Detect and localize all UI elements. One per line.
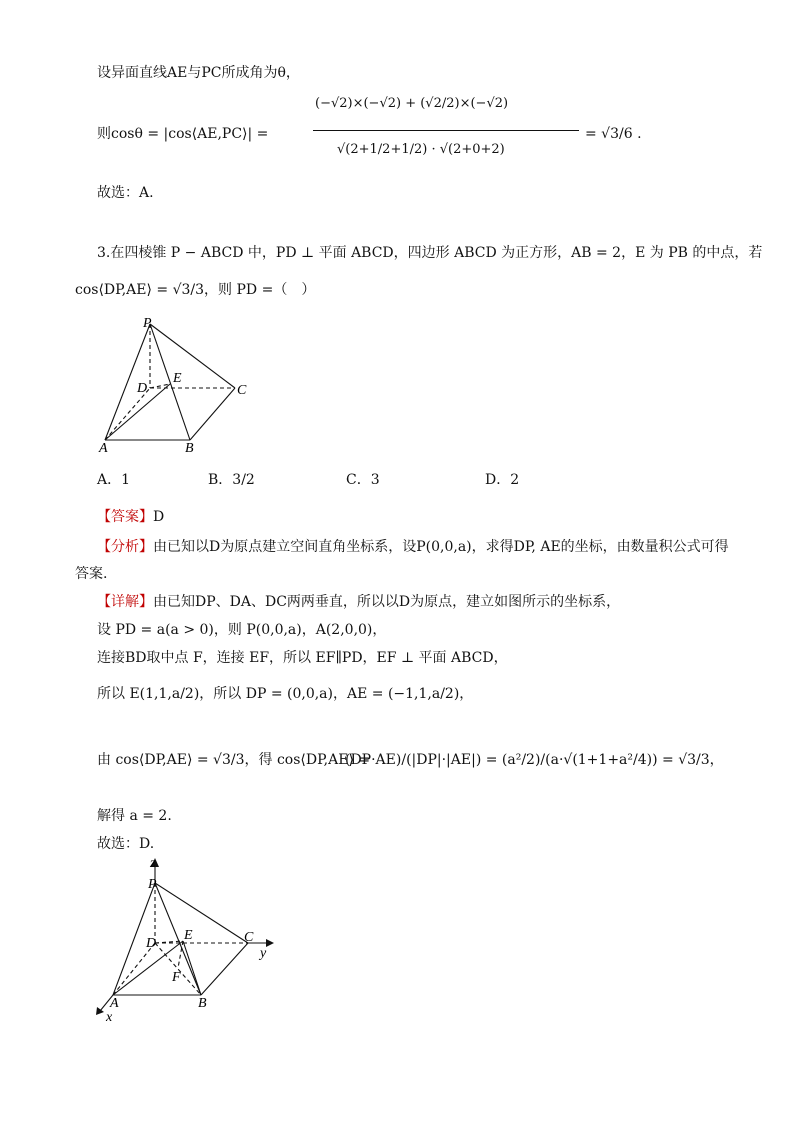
text-line-angle: 设异面直线AE与PC所成角为θ， <box>97 65 300 81</box>
label-B: B <box>185 441 194 456</box>
label-P: P <box>143 316 152 331</box>
option-d: D．2 <box>485 472 520 488</box>
axis-y-label: y <box>260 946 267 961</box>
option-c: C．3 <box>346 472 380 488</box>
label-A-2: A <box>110 996 119 1011</box>
detail-line-1 <box>97 592 620 612</box>
detail-line-3: 连接BD取中点 F，连接 EF，所以 EF∥PD，EF ⊥ 平面 ABCD， <box>97 650 508 666</box>
label-C: C <box>237 383 247 398</box>
detail-line-7: 故选：D. <box>97 836 155 852</box>
detail-tag: 【详解】 <box>97 594 153 610</box>
option-a: A．1 <box>97 472 131 488</box>
formula-fraction-bar <box>313 130 579 131</box>
analysis-tag: 【分析】 <box>97 539 153 555</box>
pyramid-figure-1 <box>95 312 265 457</box>
axis-z-label: z <box>150 856 156 871</box>
label-C-2: C <box>244 930 254 945</box>
choice-a: 故选：A. <box>97 185 154 201</box>
label-E: E <box>173 371 182 386</box>
q3-stem: 3.在四棱锥 P − ABCD 中，PD ⊥ 平面 ABCD，四边形 ABCD 为正方形，AB = 2，E 为 PB 的中点，若 <box>97 245 763 261</box>
pyramid-figure-2 <box>88 855 288 1025</box>
formula-denominator: √(2+1/2+1/2) · √(2+0+2) <box>337 142 505 157</box>
formula-numerator: (−√2)×(−√2) + (√2/2)×(−√2) <box>315 96 509 111</box>
detail-line-2: 设 PD = a(a > 0)，则 P(0,0,a)，A(2,0,0)， <box>97 622 387 638</box>
answer-tag: 【答案】 <box>97 509 153 525</box>
analysis-text-2: 答案. <box>75 566 108 582</box>
formula-result: = √3/6 . <box>585 126 642 142</box>
label-F-2: F <box>172 970 181 985</box>
axis-x-label: x <box>106 1010 113 1025</box>
analysis-text: 由已知以D为原点建立空间直角坐标系，设P(0,0,a)，求得DP, AE的坐标，由数量积公式可得 <box>153 539 729 555</box>
detail-line-4: 所以 E(1,1,a/2)，所以 DP = (0,0,a)，AE = (−1,1,a/2)， <box>97 686 474 702</box>
label-D-2: D <box>146 936 157 951</box>
answer-value: D <box>153 509 165 525</box>
detail-line-5a: 由 cos⟨DP,AE⟩ = √3/3，得 cos⟨DP,AE⟩ = <box>97 752 371 768</box>
answer-line <box>97 507 164 527</box>
label-D: D <box>137 381 148 396</box>
option-b: B．3/2 <box>208 472 255 488</box>
detail-text-1: 由已知DP、DA、DC两两垂直，所以以D为原点，建立如图所示的坐标系， <box>153 594 621 610</box>
q3-stem-2: cos⟨DP,AE⟩ = √3/3，则 PD =（ ） <box>75 282 316 298</box>
label-B-2: B <box>198 996 207 1011</box>
label-A: A <box>99 441 108 456</box>
detail-line-5b: (DP·AE)/(|DP|·|AE|) = (a²/2)/(a·√(1+1+a²/4)) = √3/3， <box>345 752 724 768</box>
detail-line-6: 解得 a = 2. <box>97 808 172 824</box>
label-P-2: P <box>148 877 157 892</box>
label-E-2: E <box>184 928 193 943</box>
analysis-line <box>97 537 729 557</box>
cos-prefix: 则cosθ = |cos⟨AE,PC⟩| = <box>97 126 269 142</box>
